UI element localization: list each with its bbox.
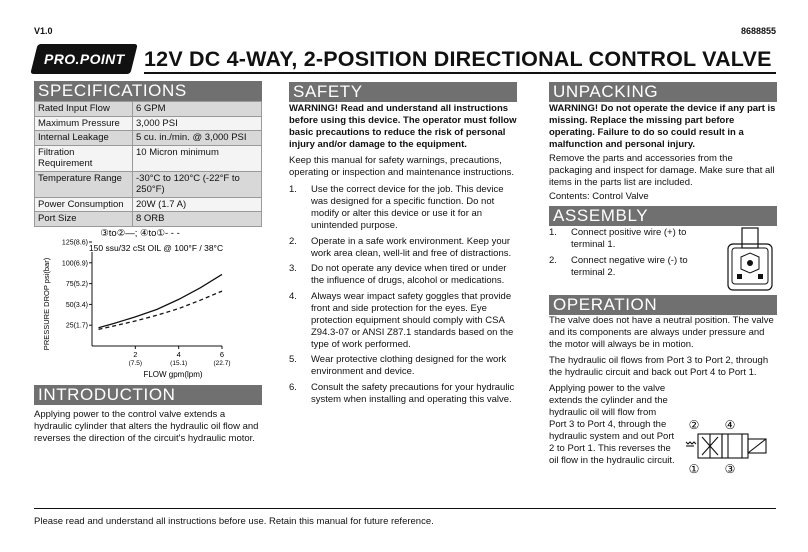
x-tick-label: 2 — [133, 350, 138, 359]
assembly-item-number: 2. — [549, 254, 557, 266]
safety-item-number: 3. — [289, 263, 297, 274]
unpacking-warning: WARNING! Do not operate the device if any part is missing. Replace the missing part before operating. Failure to do so could result in a malfunction and personal injury. — [549, 103, 776, 150]
safety-item-text: Use the correct device for the job. This device was designed for a specific function. Do not modify or alter this device or use it for an unintended purpose. — [311, 184, 504, 231]
assembly-heading: ASSEMBLY — [549, 206, 777, 226]
spec-value: 20W (1.7 A) — [133, 197, 262, 212]
port-3-label: ③ — [724, 462, 736, 476]
y-tick-label: 50(3.4) — [65, 301, 88, 309]
safety-item-text: Consult the safety precautions for your hydraulic system when installing and operating this valve. — [311, 381, 515, 405]
introduction-text: Applying power to the control valve extends a hydraulic cylinder that alters the hydraulic oil flow and reverses the direction of the circuit's hydraulic motor. — [34, 409, 259, 444]
x-tick-sublabel: (15.1) — [170, 360, 188, 367]
port-1-label: ① — [688, 462, 700, 476]
y-tick-label: 25(1.7) — [65, 322, 88, 330]
series-line-4-to-1 — [99, 291, 223, 329]
operation-text-2: The hydraulic oil flows from Port 3 to Port 2, through the hydraulic circuit and back out Port 4 to Port 1. — [549, 355, 769, 378]
spec-label: Maximum Pressure — [35, 116, 133, 131]
spec-row — [35, 145, 262, 171]
title-divider — [144, 72, 776, 74]
footer-divider — [34, 508, 776, 509]
unpacking-text: Remove the parts and accessories from the packaging and inspect for damage. Make sure that all items in the parts list are included. — [549, 153, 775, 188]
specifications-table — [34, 101, 262, 227]
x-tick-label: 4 — [176, 350, 181, 359]
safety-item — [289, 354, 517, 378]
assembly-item — [549, 227, 709, 251]
chart-legend: ③to②—; ④to①- - - — [100, 228, 180, 239]
assembly-list — [549, 227, 709, 279]
unpacking-heading: UNPACKING — [549, 82, 777, 102]
safety-item — [289, 382, 517, 406]
spec-row — [35, 102, 262, 117]
spec-value: 6 GPM — [133, 102, 262, 117]
x-tick-sublabel: (22.7) — [213, 360, 231, 367]
y-tick-label: 125(8.6) — [61, 239, 88, 247]
specifications-section — [34, 81, 262, 227]
spec-label: Temperature Range — [35, 171, 133, 197]
spec-label: Internal Leakage — [35, 131, 133, 146]
spec-row — [35, 116, 262, 131]
connector-illustration — [722, 224, 778, 294]
spec-row — [35, 197, 262, 212]
safety-item-text: Do not operate any device when tired or under the influence of drugs, alcohol or medications. — [311, 263, 507, 286]
safety-item-text: Always wear impact safety goggles that provide front and side protection for the eyes. Eye protection equipment should comply with CSA Z94.3-07 or ANSI Z87.1 standards based on the type of work performed. — [311, 290, 514, 350]
spec-value: 3,000 PSI — [133, 116, 262, 131]
y-tick-label: 100(6.9) — [61, 260, 88, 268]
assembly-item — [549, 255, 709, 279]
x-tick-label: 6 — [219, 350, 225, 359]
introduction-heading: INTRODUCTION — [34, 385, 262, 405]
safety-item-number: 4. — [289, 290, 297, 302]
operation-text-1: The valve does not have a neutral position. The valve and its components are always under pressure and the motor will always be in motion. — [549, 315, 774, 350]
safety-warning: WARNING! Read and understand all instructions before using this device. The operator must follow basic precautions to reduce the risk of personal injury and/or damage to the equipment. — [289, 103, 517, 150]
spec-row — [35, 171, 262, 197]
safety-item — [289, 291, 517, 351]
assembly-item-text: Connect negative wire (-) to terminal 2. — [571, 254, 688, 278]
safety-item-text: Operate in a safe work environment. Keep your work area clean, well-lit and free of distractions. — [311, 235, 512, 259]
specifications-heading: SPECIFICATIONS — [34, 81, 262, 101]
safety-item-number: 6. — [289, 381, 297, 393]
brand-logo: PRO.POINT — [30, 44, 137, 74]
x-tick-sublabel: (7.5) — [128, 360, 143, 367]
spec-label: Port Size — [35, 212, 133, 227]
chart-title: 150 ssu/32 cSt OIL @ 100°F / 38°C — [88, 243, 224, 253]
spec-value: 8 ORB — [133, 212, 262, 227]
port-2-label: ② — [688, 418, 700, 432]
chart-x-label: FLOW gpm(lpm) — [143, 370, 203, 379]
spec-value: -30°C to 120°C (-22°F to 250°F) — [133, 171, 262, 197]
port-4-label: ④ — [724, 418, 736, 432]
assembly-item-number: 1. — [549, 227, 557, 238]
safety-section — [289, 82, 517, 409]
safety-list — [289, 184, 517, 406]
chart-y-label: PRESSURE DROP psi(bar) — [42, 257, 51, 351]
page-title: 12V DC 4-WAY, 2-POSITION DIRECTIONAL CONTROL VALVE — [144, 47, 772, 71]
part-number: 8688855 — [740, 26, 776, 36]
spec-label: Power Consumption — [35, 197, 133, 212]
safety-item-number: 1. — [289, 184, 297, 195]
spec-label: Rated Input Flow — [35, 102, 133, 117]
safety-intro: Keep this manual for safety warnings, precautions, operating or inspection and maintenance instructions. — [289, 155, 514, 178]
spec-value: 10 Micron minimum — [133, 145, 262, 171]
spec-label: Filtration Requirement — [35, 145, 133, 171]
valve-schematic — [680, 412, 778, 478]
footer-text: Please read and understand all instructions before use. Retain this manual for future reference. — [34, 516, 434, 527]
safety-item — [289, 236, 517, 260]
safety-item-text: Wear protective clothing designed for the work environment and device. — [311, 354, 507, 377]
unpacking-contents: Contents: Control Valve — [549, 191, 649, 202]
pressure-drop-chart — [34, 224, 264, 382]
series-line-3-to-2 — [99, 274, 223, 327]
operation-heading: OPERATION — [549, 295, 777, 315]
top-line — [34, 26, 776, 36]
y-tick-label: 75(5.2) — [65, 281, 88, 289]
assembly-item-text: Connect positive wire (+) to terminal 1. — [571, 227, 687, 250]
introduction-section — [34, 385, 262, 445]
spec-row — [35, 131, 262, 146]
spec-value: 5 cu. in./min. @ 3,000 PSI — [133, 131, 262, 146]
safety-item — [289, 184, 517, 232]
unpacking-section — [549, 82, 777, 203]
version-label: V1.0 — [34, 26, 53, 36]
safety-heading: SAFETY — [289, 82, 517, 102]
operation-text-3: Applying power to the valve extends the cylinder and the hydraulic oil will flow from Port 3 to Port 4, through the hydraulic system and out Port 2 to Port 1. This reverses the oil flow in the hydraulic circuit. — [549, 383, 675, 466]
safety-item — [289, 263, 517, 287]
safety-item-number: 2. — [289, 235, 297, 247]
safety-item-number: 5. — [289, 354, 297, 365]
